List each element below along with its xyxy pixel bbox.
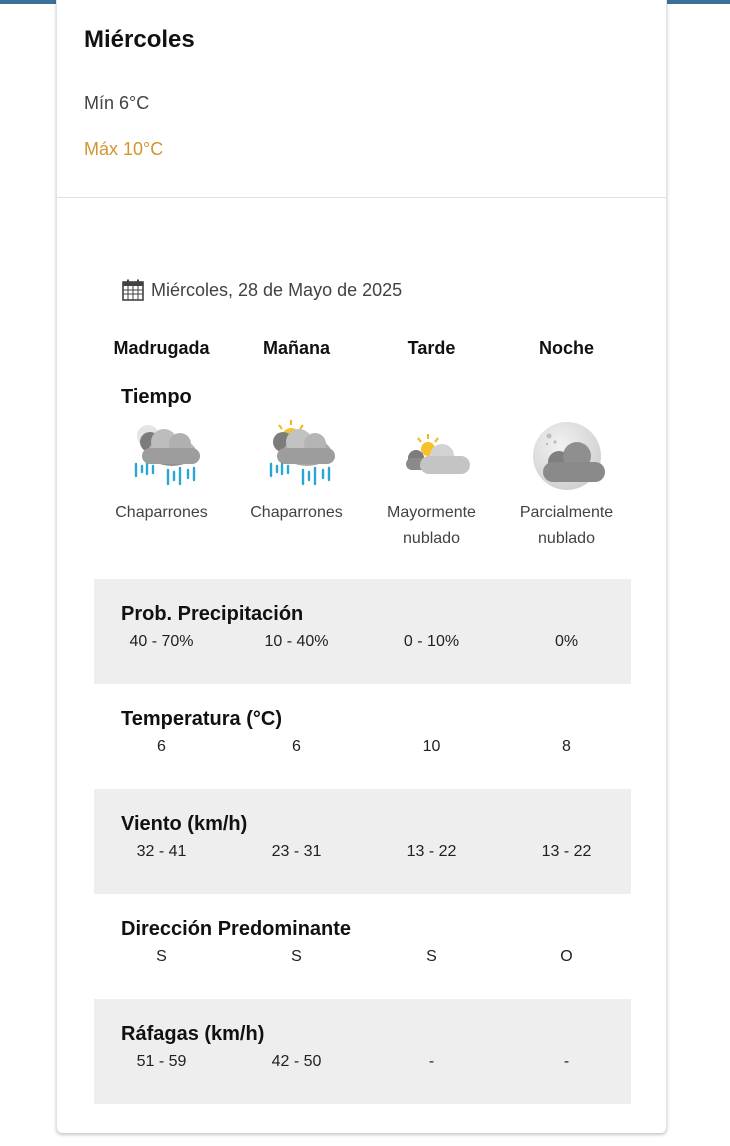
row-value: 51 - 59 xyxy=(136,1053,187,1070)
row-value: 6 xyxy=(157,738,166,755)
weather-desc-tarde: Mayormente nublado xyxy=(387,504,476,547)
row-value: 10 - 40% xyxy=(264,633,329,650)
row-value: S xyxy=(291,948,302,965)
row-value: S xyxy=(426,948,437,965)
row-title: Prob. Precipitación xyxy=(121,603,304,625)
row-value: 13 - 22 xyxy=(406,843,457,860)
period-tarde: Tarde xyxy=(407,338,456,358)
row-value: - xyxy=(428,1053,435,1070)
calendar-icon xyxy=(121,278,145,302)
row-title: Viento (km/h) xyxy=(121,813,248,835)
row-wind xyxy=(94,789,631,894)
date-header xyxy=(121,278,402,302)
row-value: 6 xyxy=(292,738,301,755)
row-value: 42 - 50 xyxy=(271,1053,322,1070)
partly-cloudy-night-icon xyxy=(525,418,609,498)
forecast-card xyxy=(56,0,667,1133)
max-temperature: Máx 10°C xyxy=(84,139,164,159)
rain-showers-night-icon xyxy=(120,418,204,498)
row-value: 8 xyxy=(562,738,571,755)
row-value: 32 - 41 xyxy=(136,843,187,860)
row-precipitation xyxy=(94,579,631,684)
divider xyxy=(57,197,666,198)
row-value: 10 xyxy=(422,738,441,755)
weather-desc-manana: Chaparrones xyxy=(250,504,343,521)
row-value: O xyxy=(560,948,573,965)
row-value: 0% xyxy=(554,633,579,650)
weather-desc-noche: Parcialmente nublado xyxy=(519,504,614,547)
row-value: 0 - 10% xyxy=(403,633,460,650)
mostly-cloudy-day-icon xyxy=(390,418,474,498)
weather-icon-slot-noche xyxy=(499,418,634,498)
weather-icon-slot-tarde xyxy=(364,418,499,498)
row-value: 40 - 70% xyxy=(129,633,194,650)
tiempo-label: Tiempo xyxy=(121,386,192,408)
row-temperature xyxy=(94,684,631,789)
row-gusts xyxy=(94,999,631,1104)
date-label: Miércoles, 28 de Mayo de 2025 xyxy=(151,279,403,300)
period-noche: Noche xyxy=(538,338,594,358)
row-title: Temperatura (°C) xyxy=(121,708,282,730)
rain-showers-day-icon xyxy=(255,418,339,498)
row-wind-direction xyxy=(94,894,631,999)
weather-icon-slot-manana xyxy=(229,418,364,498)
period-manana: Mañana xyxy=(262,338,331,358)
row-value: 23 - 31 xyxy=(271,843,322,860)
row-title: Dirección Predominante xyxy=(121,918,352,940)
min-temperature: Mín 6°C xyxy=(84,93,150,113)
weather-icon-slot-madrugada xyxy=(94,418,229,498)
weather-desc-madrugada: Chaparrones xyxy=(115,504,208,521)
row-value: 13 - 22 xyxy=(541,843,592,860)
period-madrugada: Madrugada xyxy=(113,338,210,358)
row-title: Ráfagas (km/h) xyxy=(121,1023,265,1045)
period-headers xyxy=(94,338,634,362)
day-title: Miércoles xyxy=(84,26,195,53)
row-value: S xyxy=(156,948,167,965)
weather-icons-row xyxy=(94,418,634,498)
row-value: - xyxy=(563,1053,570,1070)
